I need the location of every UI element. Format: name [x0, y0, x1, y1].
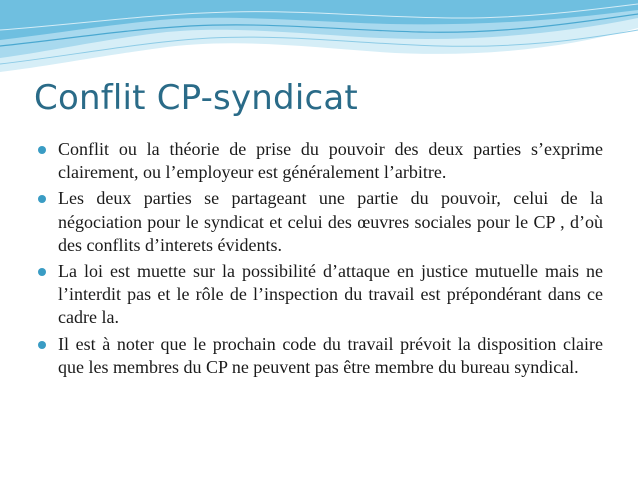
bullet-text: Il est à noter que le prochain code du travail prévoit la disposition claire que les membres du CP ne peuvent pas être membre du bureau syndical.	[58, 333, 603, 377]
bullet-item	[38, 333, 603, 379]
bullet-item	[38, 187, 603, 257]
slide-title: Conflit CP-syndicat	[34, 78, 358, 118]
bullet-dot-icon	[38, 341, 46, 349]
bullet-text: Les deux parties se partageant une partie du pouvoir, celui de la négociation pour le syndicat et celui des œuvres sociales pour le CP , d’où des conflits d’interets évidents.	[58, 188, 603, 255]
bullet-dot-icon	[38, 146, 46, 154]
header-wave-decoration	[0, 0, 638, 90]
bullet-dot-icon	[38, 195, 46, 203]
bullet-item	[38, 260, 603, 330]
bullet-list	[38, 138, 603, 382]
bullet-text: Conflit ou la théorie de prise du pouvoir des deux parties s’exprime clairement, ou l’employeur est généralement l’arbitre.	[58, 139, 603, 183]
bullet-text: La loi est muette sur la possibilité d’attaque en justice mutuelle mais ne l’interdit pas et le rôle de l’inspection du travail est prépondérant dans ce cadre la.	[58, 261, 603, 328]
bullet-item	[38, 138, 603, 184]
bullet-dot-icon	[38, 268, 46, 276]
